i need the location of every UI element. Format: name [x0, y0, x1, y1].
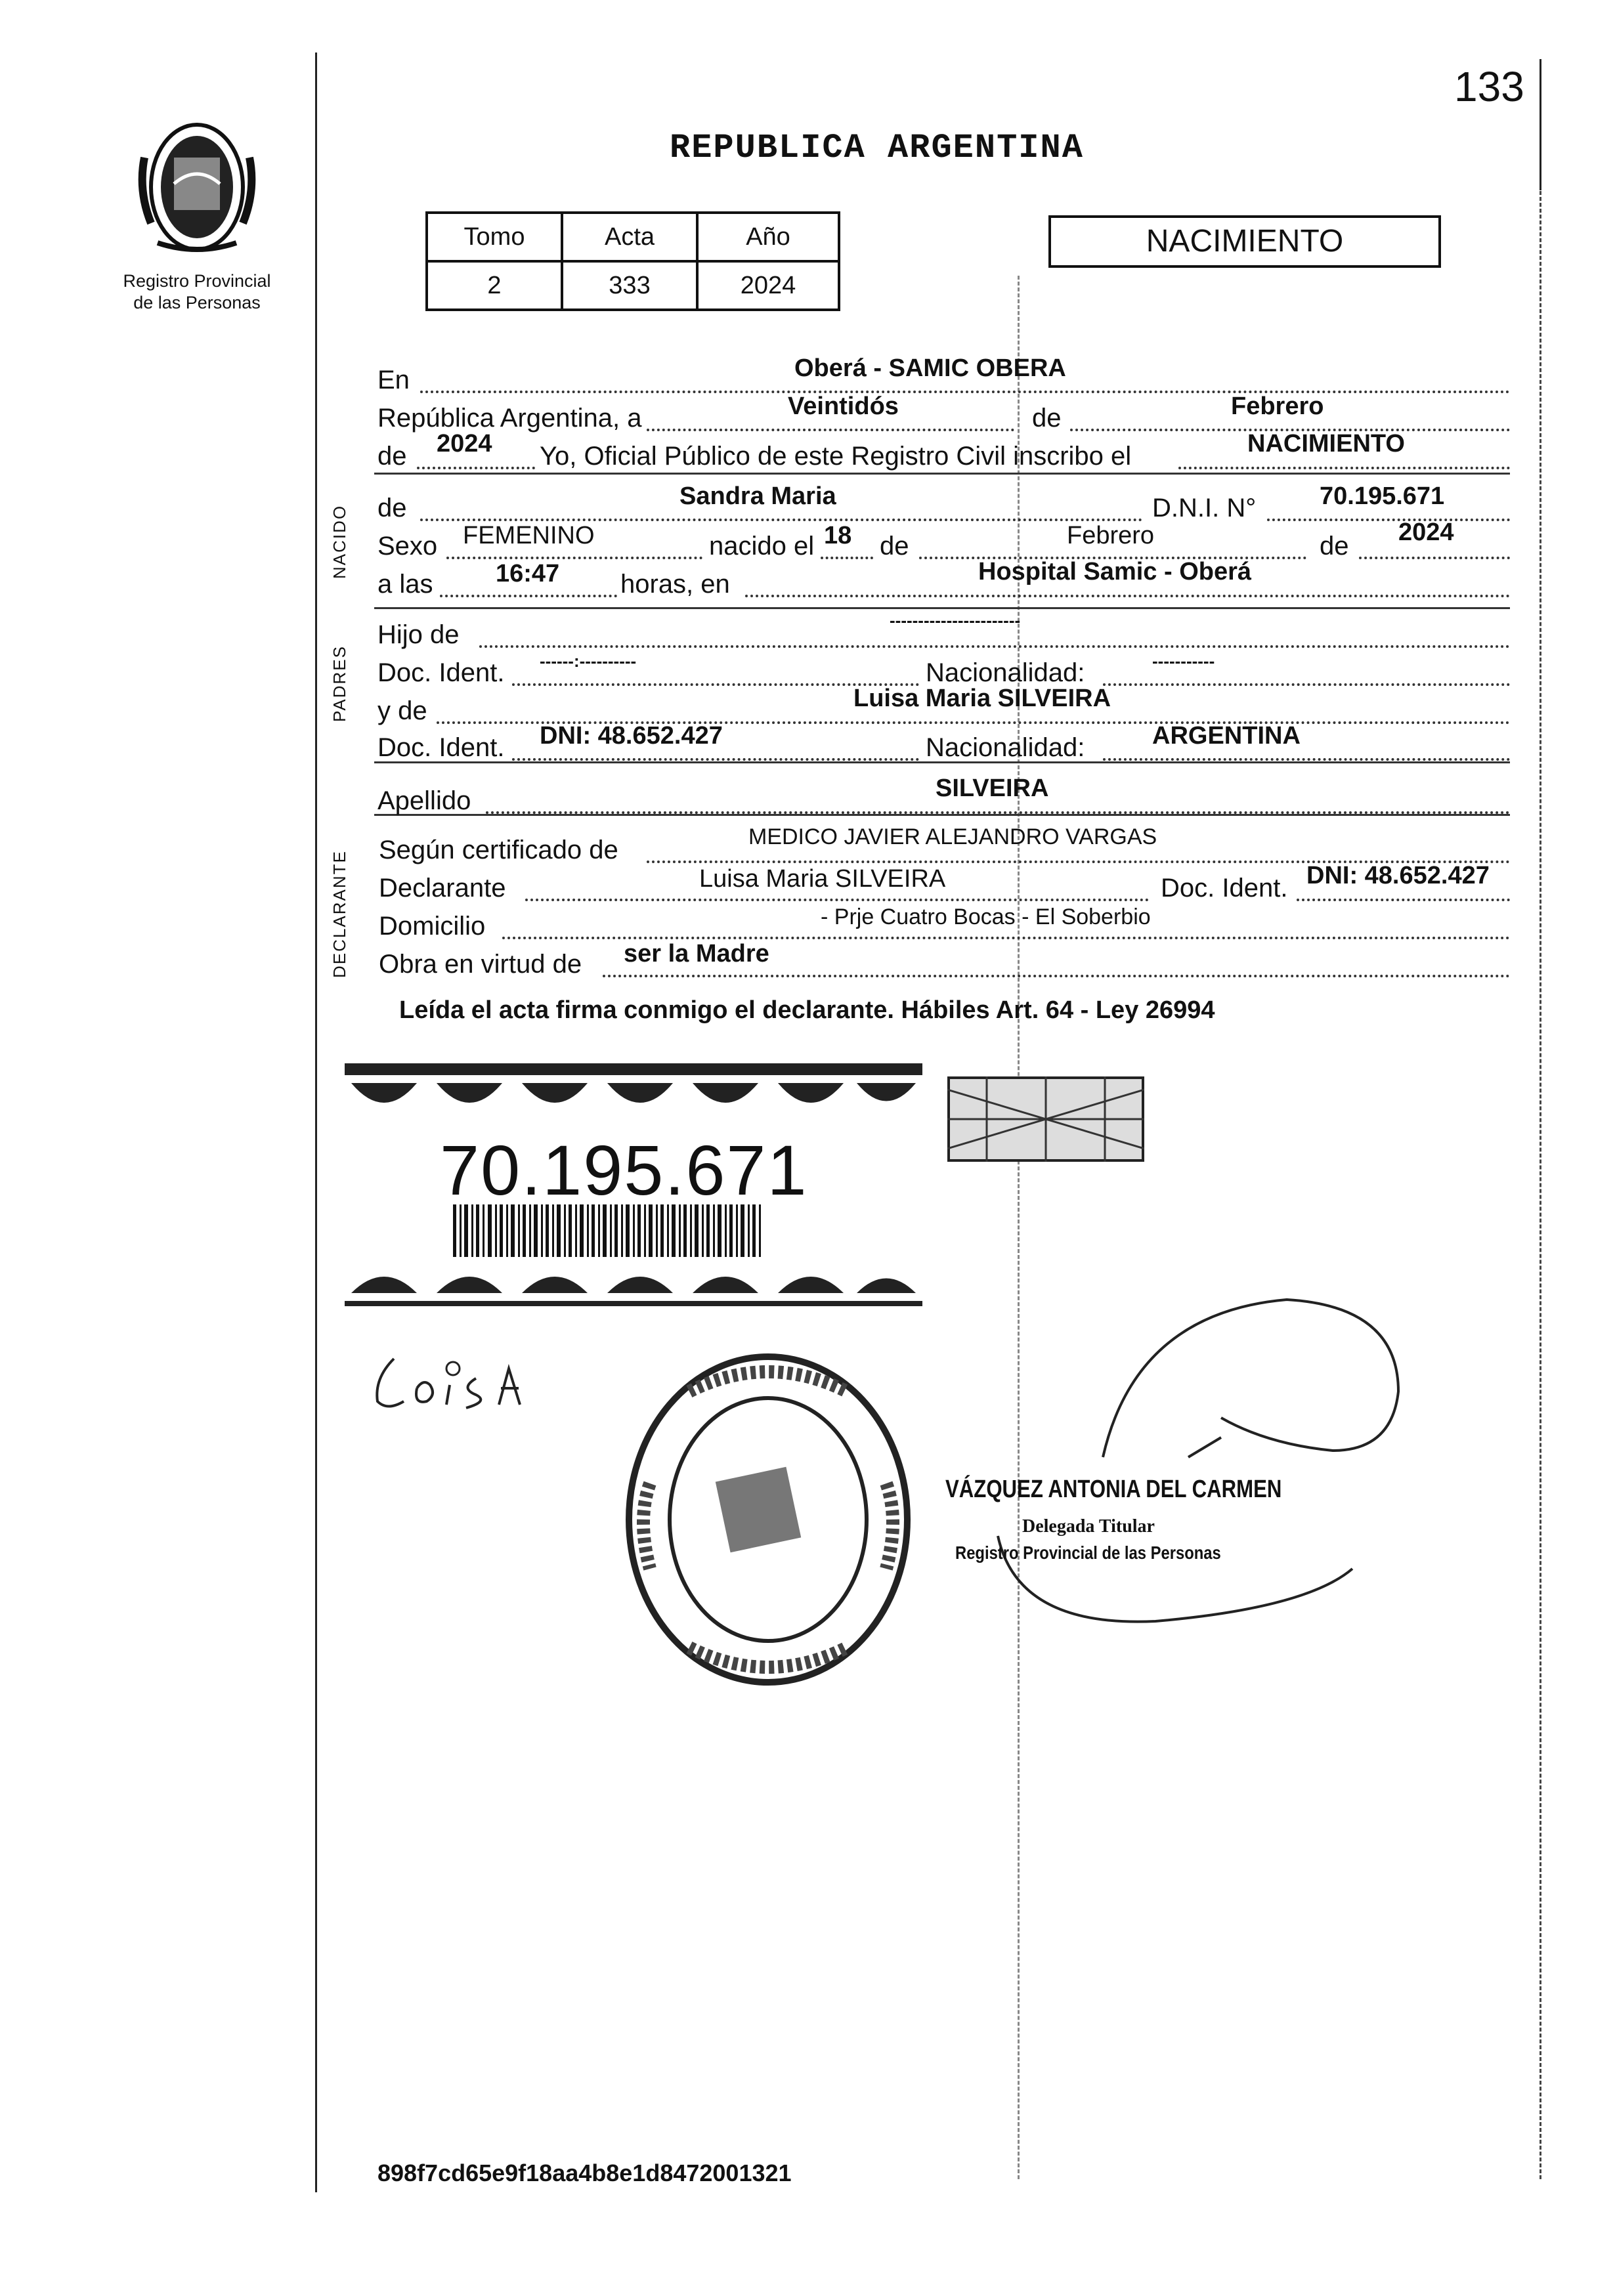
- dotted-line: [1359, 557, 1510, 559]
- official-office: Registro Provincial de las Personas: [955, 1542, 1221, 1563]
- section-separator: [374, 473, 1510, 475]
- value-declarante-doc: DNI: 48.652.427: [1306, 862, 1490, 889]
- label-de3: de: [377, 494, 407, 522]
- dotted-line: [603, 975, 1510, 977]
- page-number: 133: [1454, 63, 1524, 110]
- stamp-number: 70.195.671: [440, 1130, 808, 1210]
- label-obra: Obra en virtud de: [379, 950, 582, 979]
- label-doc-ident-1: Doc. Ident.: [377, 658, 505, 687]
- value-anio-nac: 2024: [1398, 519, 1454, 546]
- label-y-de: y de: [377, 696, 427, 725]
- value-lugar: Oberá - SAMIC OBERA: [794, 354, 1066, 382]
- side-label-declarante: DECLARANTE: [330, 850, 349, 978]
- label-nacionalidad-2: Nacionalidad:: [926, 733, 1085, 762]
- value-dia: Veintidós: [788, 393, 899, 420]
- value-tipo: NACIMIENTO: [1247, 430, 1405, 457]
- side-label-padres: PADRES: [330, 645, 349, 722]
- label-domicilio: Domicilio: [379, 912, 486, 941]
- value-apellido: SILVEIRA: [936, 775, 1049, 802]
- left-margin-rule: [315, 53, 317, 2192]
- dotted-line: [486, 811, 1510, 814]
- dotted-line: [1103, 758, 1510, 761]
- label-doc-ident-2: Doc. Ident.: [377, 733, 505, 762]
- label-doc-ident-3: Doc. Ident.: [1161, 874, 1288, 903]
- label-sexo: Sexo: [377, 532, 438, 561]
- side-label-nacido: NACIDO: [330, 504, 349, 579]
- round-official-seal: [624, 1352, 913, 1687]
- label-horas-en: horas, en: [620, 570, 730, 599]
- value-acta: 333: [562, 261, 697, 310]
- value-padre-doc: ------:----------: [540, 651, 637, 671]
- label-apellido: Apellido: [377, 786, 471, 815]
- value-madre: Luisa Maria SILVEIRA: [853, 685, 1111, 712]
- header-anio: Año: [697, 213, 839, 261]
- dotted-line: [417, 467, 535, 469]
- right-margin-rule-top: [1540, 59, 1541, 190]
- dotted-line: [420, 519, 1142, 521]
- right-margin-rule: [1540, 79, 1541, 2179]
- value-tomo: 2: [427, 261, 562, 310]
- value-mes: Febrero: [1231, 393, 1324, 420]
- label-hijo-de: Hijo de: [377, 620, 460, 649]
- value-nombre: Sandra Maria: [679, 482, 836, 510]
- dotted-line: [420, 391, 1510, 393]
- value-madre-doc: DNI: 48.652.427: [540, 722, 723, 750]
- value-madre-nac: ARGENTINA: [1152, 722, 1301, 750]
- dotted-line: [1297, 899, 1510, 901]
- dotted-line: [525, 899, 1149, 901]
- label-de5: de: [1320, 532, 1349, 561]
- section-separator: [374, 607, 1510, 609]
- record-table-values: [427, 261, 839, 310]
- value-anio: 2024: [437, 430, 492, 457]
- label-en: En: [377, 366, 410, 394]
- logo-caption-line1: Registro Provincial: [123, 271, 271, 291]
- dotted-line: [647, 429, 1014, 431]
- dotted-line: [440, 595, 617, 597]
- value-hora: 16:47: [496, 560, 560, 587]
- value-obra: ser la Madre: [624, 940, 769, 967]
- value-declarante: Luisa Maria SILVEIRA: [699, 865, 946, 893]
- value-anio: 2024: [697, 261, 839, 310]
- value-sexo: FEMENINO: [463, 522, 595, 549]
- provincial-seal-logo: [131, 118, 263, 256]
- dotted-line: [502, 937, 1510, 939]
- logo-caption-line2: de las Personas: [133, 293, 261, 312]
- header-tomo: Tomo: [427, 213, 562, 261]
- dotted-line: [479, 645, 1510, 648]
- label-de2: de: [377, 442, 407, 471]
- label-de: de: [1032, 404, 1062, 433]
- value-domicilio: - Prje Cuatro Bocas - El Soberbio: [821, 904, 1151, 929]
- dotted-line: [446, 557, 702, 559]
- official-signature: [939, 1286, 1438, 1654]
- dotted-line: [1267, 519, 1510, 521]
- label-republica: República Argentina, a: [377, 404, 642, 433]
- handwritten-signature: [368, 1339, 538, 1418]
- label-segun: Según certificado de: [379, 836, 618, 864]
- value-padre: -----------------------: [890, 610, 1021, 630]
- official-name: VÁZQUEZ ANTONIA DEL CARMEN: [945, 1476, 1282, 1503]
- label-nacido-el: nacido el: [709, 532, 815, 561]
- value-dia-nac: 18: [824, 522, 852, 549]
- header-acta: Acta: [562, 213, 697, 261]
- value-lugar-nac: Hospital Samic - Oberá: [978, 558, 1252, 585]
- dotted-line: [1103, 683, 1510, 686]
- record-type-box: NACIMIENTO: [1048, 215, 1441, 268]
- dotted-line: [745, 595, 1510, 597]
- official-role: Delegada Titular: [1022, 1516, 1155, 1537]
- label-a-las: a las: [377, 570, 433, 599]
- label-declarante: Declarante: [379, 874, 506, 903]
- closing-statement: Leída el acta firma conmigo el declarante. Hábiles Art. 64 - Ley 26994: [399, 996, 1215, 1024]
- dotted-line: [821, 557, 873, 559]
- value-certificado: MEDICO JAVIER ALEJANDRO VARGAS: [748, 824, 1157, 849]
- label-yo: Yo, Oficial Público de este Registro Civil inscribo el: [540, 442, 1132, 471]
- record-table-header: [427, 213, 839, 261]
- section-separator: [374, 814, 1510, 816]
- label-dni: D.N.I. N°: [1152, 494, 1257, 522]
- document-title: REPUBLICA ARGENTINA: [670, 129, 1084, 167]
- value-padre-nac: -----------: [1152, 651, 1215, 671]
- dotted-line: [512, 758, 919, 761]
- value-dni: 70.195.671: [1320, 482, 1445, 510]
- record-table: [425, 211, 840, 311]
- label-de4: de: [880, 532, 909, 561]
- security-pattern: [947, 1076, 1144, 1162]
- logo-caption: [112, 270, 282, 314]
- dotted-line: [1178, 467, 1510, 469]
- value-mes-nac: Febrero: [1067, 522, 1155, 549]
- footer-hash: 898f7cd65e9f18aa4b8e1d8472001321: [377, 2159, 792, 2186]
- label-nacionalidad-1: Nacionalidad:: [926, 658, 1085, 687]
